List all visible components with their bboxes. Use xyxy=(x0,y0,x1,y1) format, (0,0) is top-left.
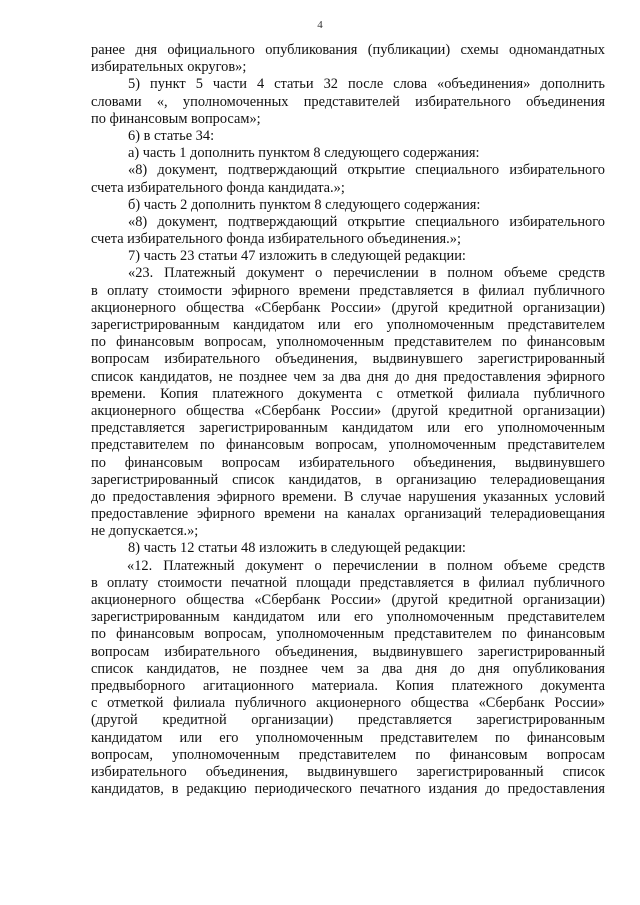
text-line: счета избирательного фонда кандидата.»; xyxy=(91,179,345,196)
page-number: 4 xyxy=(317,19,323,31)
text-line: 8) часть 12 статьи 48 изложить в следующей редакции: xyxy=(128,540,466,557)
text-line: 5) пункт 5 части 4 статьи 32 после слова «объединения» дополнить xyxy=(128,76,605,93)
text-line: кандидатом или его уполномоченным представителем по финансовым xyxy=(91,729,605,746)
text-line: 7) часть 23 статьи 47 изложить в следующей редакции: xyxy=(128,248,466,265)
text-line: по финансовым вопросам избирательного объединения, выдвинувшего xyxy=(91,454,605,471)
text-line: зарегистрированным кандидатом или его уполномоченным представителем xyxy=(91,317,605,333)
text-line: в оплату стоимости эфирного времени представляется в филиал публичного xyxy=(91,282,605,299)
text-line: «8) документ, подтверждающий открытие специального избирательного xyxy=(128,213,605,230)
text-line: избирательных округов»; xyxy=(91,59,247,76)
text-line: представляется зарегистрированным кандидатом или его уполномоченным xyxy=(91,420,605,437)
text-line: предвыборного агитационного материала. Копия платежного документа xyxy=(91,677,605,694)
text-line: с отметкой филиала публичного акционерного общества «Сбербанк России» xyxy=(91,695,605,712)
text-line: «12. Платежный документ о перечислении в полном объеме средств xyxy=(127,557,605,574)
text-line: «8) документ, подтверждающий открытие специального избирательного xyxy=(128,162,605,179)
text-line: зарегистрированным кандидатом или его уполномоченным представителем xyxy=(91,609,605,626)
text-line: б) часть 2 дополнить пунктом 8 следующего содержания: xyxy=(128,196,481,213)
text-line: акционерного общества «Сбербанк России» (другой кредитной организации) xyxy=(91,592,605,608)
text-line: а) часть 1 дополнить пунктом 8 следующего содержания: xyxy=(128,145,480,162)
text-line: избирательного объединения, выдвинувшего зарегистрированный список xyxy=(91,763,605,780)
text-line: по финансовым вопросам, уполномоченным представителем по финансовым xyxy=(91,626,605,643)
document-body xyxy=(91,42,605,798)
text-line: акционерного общества «Сбербанк России» (другой кредитной организации) xyxy=(91,402,605,419)
text-line: по финансовым вопросам»; xyxy=(91,110,261,127)
text-line: времени. Копия платежного документа с отметкой филиала публичного xyxy=(91,385,605,402)
text-line: вопросам избирательного объединения, выдвинувшего зарегистрированный xyxy=(91,643,605,660)
text-line: 6) в статье 34: xyxy=(128,127,215,144)
text-line: в оплату стоимости печатной площади представляется в филиал публичного xyxy=(91,574,605,591)
text-line: зарегистрированный список кандидатов, в организацию телерадиовещания xyxy=(91,471,605,488)
text-line: предоставление эфирного времени на каналах организаций телерадиовещания xyxy=(91,506,605,523)
text-line: список кандидатов, не позднее чем за два дня до дня предоставления эфирного xyxy=(91,368,605,385)
text-line: кандидатов, в редакцию периодического печатного издания до предоставления xyxy=(91,781,605,798)
text-line: акционерного общества «Сбербанк России» (другой кредитной организации) xyxy=(91,299,605,316)
text-line: счета избирательного фонда избирательного объединения.»; xyxy=(91,231,461,248)
text-line: список кандидатов, не позднее чем за два дня до дня опубликования xyxy=(91,660,605,677)
text-line: вопросам избирательного объединения, выдвинувшего зарегистрированный xyxy=(91,351,605,368)
text-line: вопросам, уполномоченным представителем по финансовым вопросам xyxy=(91,746,605,763)
text-line: представителем по финансовым вопросам, уполномоченным представителем xyxy=(91,437,605,454)
text-line: словами «, уполномоченных представителей избирательного объединения xyxy=(91,93,605,110)
text-line: «23. Платежный документ о перечислении в полном объеме средств xyxy=(128,265,605,282)
text-line: (другой кредитной организации) представляется зарегистрированным xyxy=(91,712,605,729)
text-line: ранее дня официального опубликования (публикации) схемы одномандатных xyxy=(91,42,605,58)
text-line: до предоставления эфирного времени. В случае нарушения указанных условий xyxy=(91,488,605,505)
text-line: по финансовым вопросам, уполномоченным представителем по финансовым xyxy=(91,334,605,351)
text-line: не допускается.»; xyxy=(91,523,199,540)
